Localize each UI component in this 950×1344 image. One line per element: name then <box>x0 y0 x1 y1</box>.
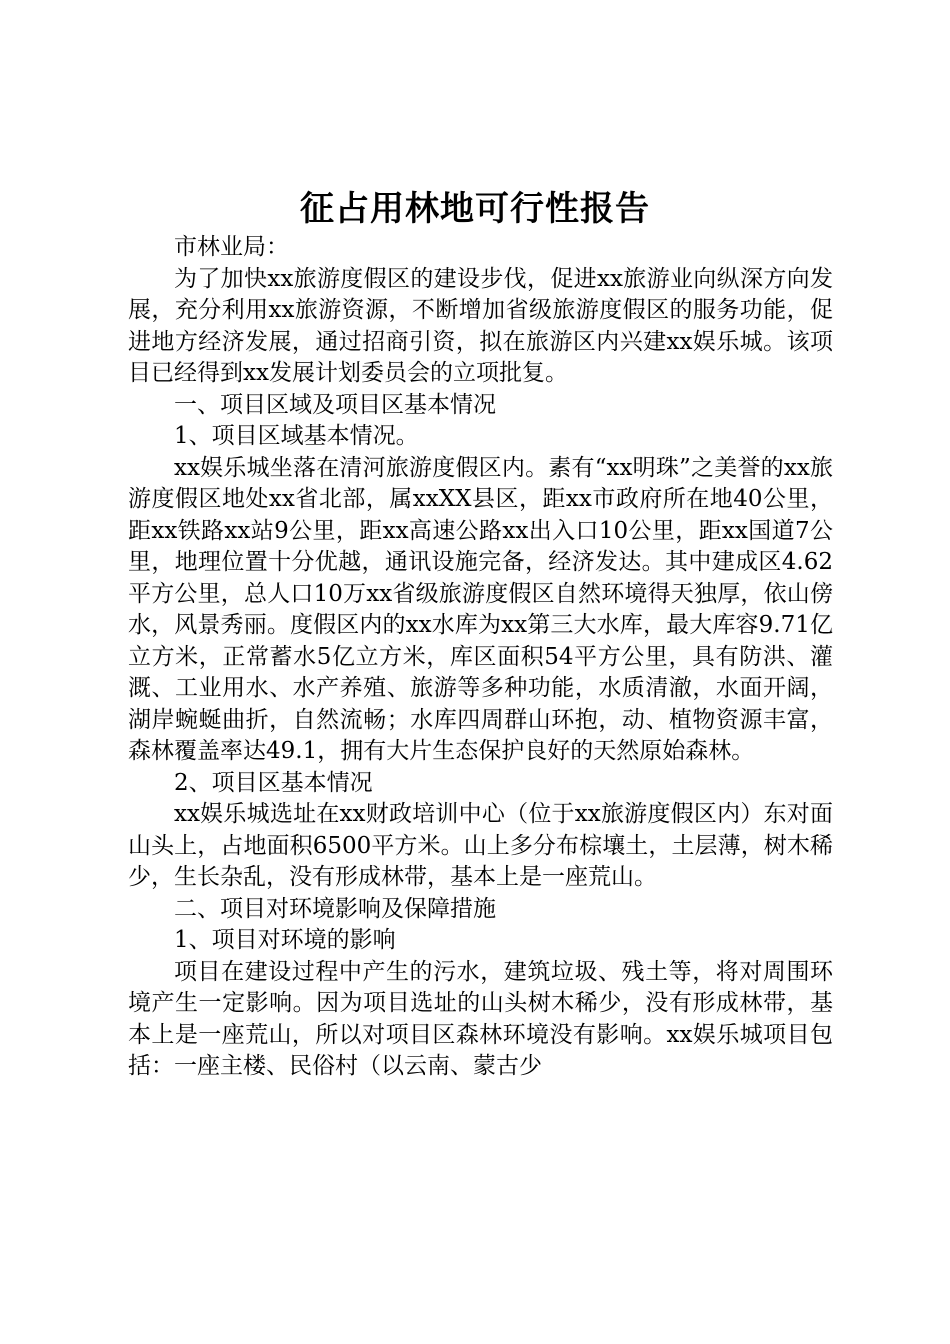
subsection-heading-2-1: 1、项目对环境的影响 <box>174 927 396 953</box>
subsection-heading-1-2: 2、项目区基本情况 <box>174 769 373 796</box>
paragraph-intro: 为了加快xx旅游度假区的建设步伐，促进xx旅游业向纵深方向发展，充分利用xx旅游资源，不断增加省级旅游度假区的服务功能，促进地方经济发展，通过招商引资，拟在旅游区内兴建xx娱乐城。该项目已经得到xx发展计划委员会的立项批复。 <box>128 265 833 386</box>
section-heading-1: 一、项目区域及项目区基本情况 <box>174 391 496 418</box>
paragraph-environmental-impact: 项目在建设过程中产生的污水，建筑垃圾、残土等，将对周围环境产生一定影响。因为项目选址的山头树木稀少，没有形成林带，基本上是一座荒山，所以对项目区森林环境没有影响。xx娱乐城项目包括：一座主楼、民俗村（以云南、蒙古少 <box>128 958 833 1079</box>
paragraph-region-overview: xx娱乐城坐落在清河旅游度假区内。素有“xx明珠”之美誉的xx旅游度假区地处xx省北部，属xxXX县区，距xx市政府所在地40公里，距xx铁路xx站9公里，距xx高速公路xx出入口10公里，距xx国道7公里，地理位置十分优越，通讯设施完备，经济发达。其中建成区4.62平方公里，总人口10万xx省级旅游度假区自然环境得天独厚，依山傍水，风景秀丽。度假区内的xx水库为xx第三大水库，最大库容9.71亿立方米，正常蓄水5亿立方米，库区面积54平方公里，具有防洪、灌溉、工业用水、水产养殖、旅游等多种功能，水质清澈，水面开阔，湖岸蜿蜒曲折，自然流畅；水库四周群山环抱，动、植物资源丰富，森林覆盖率达49.1，拥有大片生态保护良好的天然原始森林。 <box>128 454 833 764</box>
paragraph-site-overview: xx娱乐城选址在xx财政培训中心（位于xx旅游度假区内）东对面山头上，占地面积6500平方米。山上多分布棕壤土，土层薄，树木稀少，生长杂乱，没有形成林带，基本上是一座荒山。 <box>128 801 833 890</box>
document-title: 征占用林地可行性报告 <box>300 189 650 229</box>
subsection-heading-1-1: 1、项目区域基本情况。 <box>174 423 419 449</box>
document-body <box>128 232 833 1083</box>
salutation: 市林业局： <box>174 234 289 260</box>
section-heading-2: 二、项目对环境影响及保障措施 <box>174 895 496 922</box>
